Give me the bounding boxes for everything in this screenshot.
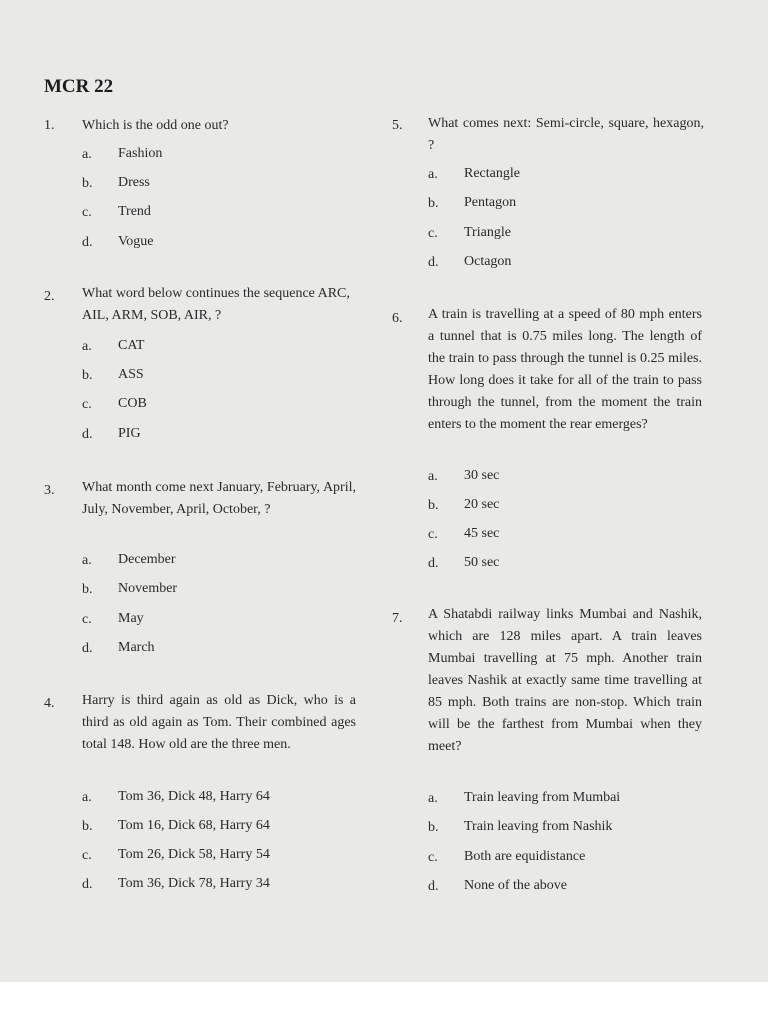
question-number: 5. — [392, 118, 403, 133]
question-text: What word below continues the sequence ARC, AIL, ARM, SOB, AIR, ? — [82, 286, 350, 323]
option-letter: b. — [82, 582, 93, 597]
option-letter: c. — [428, 850, 438, 865]
option-letter: b. — [428, 820, 439, 835]
option-letter: d. — [428, 556, 439, 571]
option-letter: d. — [428, 879, 439, 894]
option-letter: c. — [82, 205, 92, 220]
option-letter: c. — [82, 397, 92, 412]
option-text: Tom 16, Dick 68, Harry 64 — [118, 818, 270, 833]
option-letter: a. — [428, 791, 438, 806]
option-letter: a. — [82, 790, 92, 805]
option-letter: b. — [82, 819, 93, 834]
option-letter: a. — [428, 469, 438, 484]
option-letter: c. — [428, 226, 438, 241]
option-letter: d. — [82, 427, 93, 442]
option-text: Vogue — [118, 234, 154, 249]
question-number: 2. — [44, 289, 55, 304]
option-text: Rectangle — [464, 166, 520, 181]
option-text: COB — [118, 396, 147, 411]
option-letter: a. — [82, 147, 92, 162]
option-text: PIG — [118, 426, 141, 441]
question-text: A Shatabdi railway links Mumbai and Nashik, which are 128 miles apart. A train leaves Mumbai travelling at 75 mph. Another train leaves Nashik at exactly same time travelling at 85 mph. Both trains are non-stop. Which train will be the farthest from Mumbai when they meet? — [428, 607, 702, 754]
option-text: Triangle — [464, 225, 511, 240]
option-text: March — [118, 640, 155, 655]
option-text: None of the above — [464, 878, 568, 893]
question-text: What comes next: Semi-circle, square, hexagon, ? — [428, 116, 704, 153]
question-number: 7. — [392, 611, 403, 626]
question-text: Harry is third again as old as Dick, who is a third as old again as Tom. Their combined ages total 148. How old are the three men. — [82, 693, 356, 752]
option-text: Trend — [118, 204, 151, 219]
question-number: 6. — [392, 311, 403, 326]
option-text: Pentagon — [464, 195, 517, 210]
option-letter: d. — [82, 641, 93, 656]
option-letter: d. — [82, 235, 93, 250]
question-text: A train is travelling at a speed of 80 mph enters a tunnel that is 0.75 miles long. The length of the train to pass through the tunnel is 0.25 miles. How long does it take for all of the train to pass through the tunnel, from the moment the train enters to the moment the rear emerges? — [428, 307, 702, 432]
question-number: 1. — [44, 118, 55, 133]
option-text: 45 sec — [464, 526, 500, 541]
option-text: ASS — [118, 367, 144, 382]
option-text: 30 sec — [464, 468, 500, 483]
option-text: CAT — [118, 338, 145, 353]
option-text: 50 sec — [464, 555, 500, 570]
question-number: 4. — [44, 696, 55, 711]
option-letter: c. — [82, 848, 92, 863]
option-letter: c. — [428, 527, 438, 542]
question-text: What month come next January, February, April, July, November, April, October, ? — [82, 480, 356, 517]
option-text: Tom 36, Dick 48, Harry 64 — [118, 789, 270, 804]
option-letter: d. — [82, 877, 93, 892]
option-letter: a. — [428, 167, 438, 182]
option-text: Fashion — [118, 146, 163, 161]
option-text: November — [118, 581, 178, 596]
scan-bottom-margin — [0, 982, 768, 1024]
option-text: Tom 26, Dick 58, Harry 54 — [118, 847, 270, 862]
option-text: Dress — [118, 175, 150, 190]
option-text: December — [118, 552, 176, 567]
option-letter: b. — [428, 498, 439, 513]
option-text: Octagon — [464, 254, 512, 269]
question-number: 3. — [44, 483, 55, 498]
option-text: Train leaving from Mumbai — [464, 790, 621, 805]
option-letter: c. — [82, 612, 92, 627]
option-text: May — [118, 611, 144, 626]
option-letter: b. — [82, 176, 93, 191]
option-text: 20 sec — [464, 497, 500, 512]
option-text: Tom 36, Dick 78, Harry 34 — [118, 876, 270, 891]
option-text: Train leaving from Nashik — [464, 819, 613, 834]
page-title: MCR 22 — [44, 76, 114, 97]
option-letter: a. — [82, 553, 92, 568]
option-letter: a. — [82, 339, 92, 354]
question-text: Which is the odd one out? — [82, 118, 229, 133]
option-letter: b. — [428, 196, 439, 211]
option-letter: b. — [82, 368, 93, 383]
option-text: Both are equidistance — [464, 849, 586, 864]
option-letter: d. — [428, 255, 439, 270]
